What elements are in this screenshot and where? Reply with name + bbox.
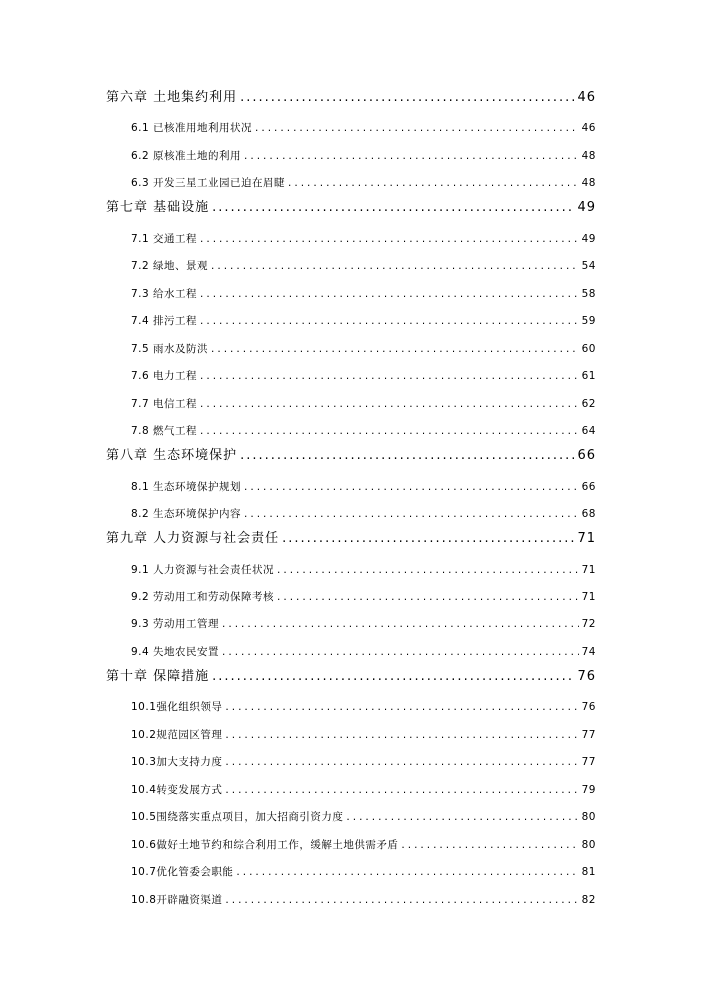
toc-entry-title: 7.2 绿地、景观 bbox=[131, 260, 209, 272]
toc-entry-title: 7.4 排污工程 bbox=[131, 315, 198, 327]
toc-entry-page: 66 bbox=[581, 481, 596, 493]
toc-entry-page: 77 bbox=[581, 756, 596, 768]
toc-entry-page: 59 bbox=[581, 315, 596, 327]
toc-entry-page: 72 bbox=[581, 618, 596, 630]
dot-leader bbox=[240, 448, 574, 463]
toc-entry-page: 49 bbox=[577, 200, 596, 215]
dot-leader bbox=[277, 591, 579, 603]
toc-entry-page: 74 bbox=[581, 646, 596, 658]
toc-section-entry[interactable] bbox=[131, 727, 596, 742]
toc-entry-title: 第七章 基础设施 bbox=[106, 200, 210, 215]
toc-section-entry[interactable] bbox=[131, 562, 596, 577]
toc-entry-page: 49 bbox=[581, 233, 596, 245]
toc-entry-title: 9.4 失地农民安置 bbox=[131, 646, 220, 658]
toc-entry-page: 76 bbox=[577, 669, 596, 684]
toc-chapter-entry[interactable] bbox=[106, 444, 596, 463]
toc-section-entry[interactable] bbox=[131, 809, 596, 824]
toc-entry-title: 10.7优化管委会职能 bbox=[131, 866, 234, 878]
toc-section-entry[interactable] bbox=[131, 258, 596, 273]
toc-section-entry[interactable] bbox=[131, 479, 596, 494]
toc-entry-title: 8.1 生态环境保护规划 bbox=[131, 481, 242, 493]
toc-section-entry[interactable] bbox=[131, 616, 596, 631]
toc-entry-page: 62 bbox=[581, 398, 596, 410]
toc-entry-page: 81 bbox=[581, 866, 596, 878]
toc-section-entry[interactable] bbox=[131, 754, 596, 769]
dot-leader bbox=[200, 398, 579, 410]
dot-leader bbox=[200, 233, 579, 245]
dot-leader bbox=[282, 531, 574, 546]
toc-entry-title: 9.3 劳动用工管理 bbox=[131, 618, 220, 630]
toc-section-entry[interactable] bbox=[131, 120, 596, 135]
dot-leader bbox=[346, 811, 578, 823]
dot-leader bbox=[255, 122, 579, 134]
toc-section-entry[interactable] bbox=[131, 175, 596, 190]
toc-section-entry[interactable] bbox=[131, 341, 596, 356]
dot-leader bbox=[401, 839, 578, 851]
dot-leader bbox=[200, 288, 579, 300]
toc-entry-page: 71 bbox=[577, 531, 596, 546]
toc-entry-title: 第九章 人力资源与社会责任 bbox=[106, 531, 280, 546]
toc-entry-page: 46 bbox=[581, 122, 596, 134]
toc-entry-page: 76 bbox=[581, 701, 596, 713]
dot-leader bbox=[222, 618, 579, 630]
dot-leader bbox=[200, 315, 579, 327]
toc-entry-page: 46 bbox=[577, 90, 596, 105]
toc-entry-page: 54 bbox=[581, 260, 596, 272]
toc-section-entry[interactable] bbox=[131, 313, 596, 328]
dot-leader bbox=[236, 866, 578, 878]
dot-leader bbox=[288, 177, 579, 189]
dot-leader bbox=[240, 90, 574, 105]
toc-section-entry[interactable] bbox=[131, 589, 596, 604]
dot-leader bbox=[200, 425, 579, 437]
toc-entry-title: 第十章 保障措施 bbox=[106, 669, 210, 684]
toc-entry-page: 60 bbox=[581, 343, 596, 355]
dot-leader bbox=[244, 481, 579, 493]
toc-entry-page: 80 bbox=[581, 839, 596, 851]
toc-section-entry[interactable] bbox=[131, 286, 596, 301]
toc-entry-page: 80 bbox=[581, 811, 596, 823]
dot-leader bbox=[225, 894, 578, 906]
toc-section-entry[interactable] bbox=[131, 644, 596, 659]
toc-entry-title: 7.1 交通工程 bbox=[131, 233, 198, 245]
toc-entry-title: 第六章 土地集约利用 bbox=[106, 90, 238, 105]
toc-entry-title: 7.6 电力工程 bbox=[131, 370, 198, 382]
toc-section-entry[interactable] bbox=[131, 396, 596, 411]
toc-section-entry[interactable] bbox=[131, 782, 596, 797]
toc-entry-page: 61 bbox=[581, 370, 596, 382]
dot-leader bbox=[212, 200, 574, 215]
toc-entry-title: 9.2 劳动用工和劳动保障考核 bbox=[131, 591, 275, 603]
dot-leader bbox=[222, 646, 579, 658]
toc-entry-page: 64 bbox=[581, 425, 596, 437]
toc-entry-page: 66 bbox=[577, 448, 596, 463]
toc-chapter-entry[interactable] bbox=[106, 527, 596, 546]
toc-entry-page: 79 bbox=[581, 784, 596, 796]
dot-leader bbox=[200, 370, 579, 382]
toc-section-entry[interactable] bbox=[131, 864, 596, 879]
dot-leader bbox=[225, 729, 578, 741]
toc-entry-page: 68 bbox=[581, 508, 596, 520]
toc-entry-page: 71 bbox=[581, 564, 596, 576]
toc-section-entry[interactable] bbox=[131, 892, 596, 907]
toc-entry-page: 48 bbox=[581, 150, 596, 162]
toc-section-entry[interactable] bbox=[131, 837, 596, 852]
toc-entry-title: 第八章 生态环境保护 bbox=[106, 448, 238, 463]
dot-leader bbox=[277, 564, 579, 576]
toc-entry-title: 10.8开辟融资渠道 bbox=[131, 894, 223, 906]
toc-entry-title: 6.1 已核准用地利用状况 bbox=[131, 122, 253, 134]
toc-entry-title: 8.2 生态环境保护内容 bbox=[131, 508, 242, 520]
toc-entry-page: 77 bbox=[581, 729, 596, 741]
toc-chapter-entry[interactable] bbox=[106, 196, 596, 215]
toc-entry-title: 7.5 雨水及防洪 bbox=[131, 343, 209, 355]
toc-entry-title: 10.2规范园区管理 bbox=[131, 729, 223, 741]
toc-section-entry[interactable] bbox=[131, 368, 596, 383]
toc-section-entry[interactable] bbox=[131, 423, 596, 438]
toc-entry-page: 58 bbox=[581, 288, 596, 300]
dot-leader bbox=[212, 669, 574, 684]
toc-entry-title: 10.6做好土地节约和综合利用工作，缓解土地供需矛盾 bbox=[131, 839, 399, 851]
toc-entry-page: 48 bbox=[581, 177, 596, 189]
toc-entry-title: 7.7 电信工程 bbox=[131, 398, 198, 410]
toc-chapter-entry[interactable] bbox=[106, 86, 596, 105]
toc-entry-page: 82 bbox=[581, 894, 596, 906]
toc-section-entry[interactable] bbox=[131, 231, 596, 246]
dot-leader bbox=[244, 150, 579, 162]
toc-entry-title: 6.3 开发三星工业园已迫在眉睫 bbox=[131, 177, 286, 189]
toc-section-entry[interactable] bbox=[131, 148, 596, 163]
toc-chapter-entry[interactable] bbox=[106, 665, 596, 684]
toc-entry-title: 9.1 人力资源与社会责任状况 bbox=[131, 564, 275, 576]
toc-entry-title: 10.1强化组织领导 bbox=[131, 701, 223, 713]
toc-entry-title: 10.3加大支持力度 bbox=[131, 756, 223, 768]
dot-leader bbox=[225, 784, 578, 796]
dot-leader bbox=[225, 756, 578, 768]
toc-entry-page: 71 bbox=[581, 591, 596, 603]
dot-leader bbox=[244, 508, 579, 520]
dot-leader bbox=[225, 701, 578, 713]
toc-entry-title: 10.5围绕落实重点项目，加大招商引资力度 bbox=[131, 811, 344, 823]
toc-entry-title: 10.4转变发展方式 bbox=[131, 784, 223, 796]
toc-entry-title: 7.3 给水工程 bbox=[131, 288, 198, 300]
toc-section-entry[interactable] bbox=[131, 506, 596, 521]
dot-leader bbox=[211, 260, 579, 272]
toc-section-entry[interactable] bbox=[131, 699, 596, 714]
toc-entry-title: 7.8 燃气工程 bbox=[131, 425, 198, 437]
dot-leader bbox=[211, 343, 579, 355]
toc-entry-title: 6.2 原核准土地的利用 bbox=[131, 150, 242, 162]
